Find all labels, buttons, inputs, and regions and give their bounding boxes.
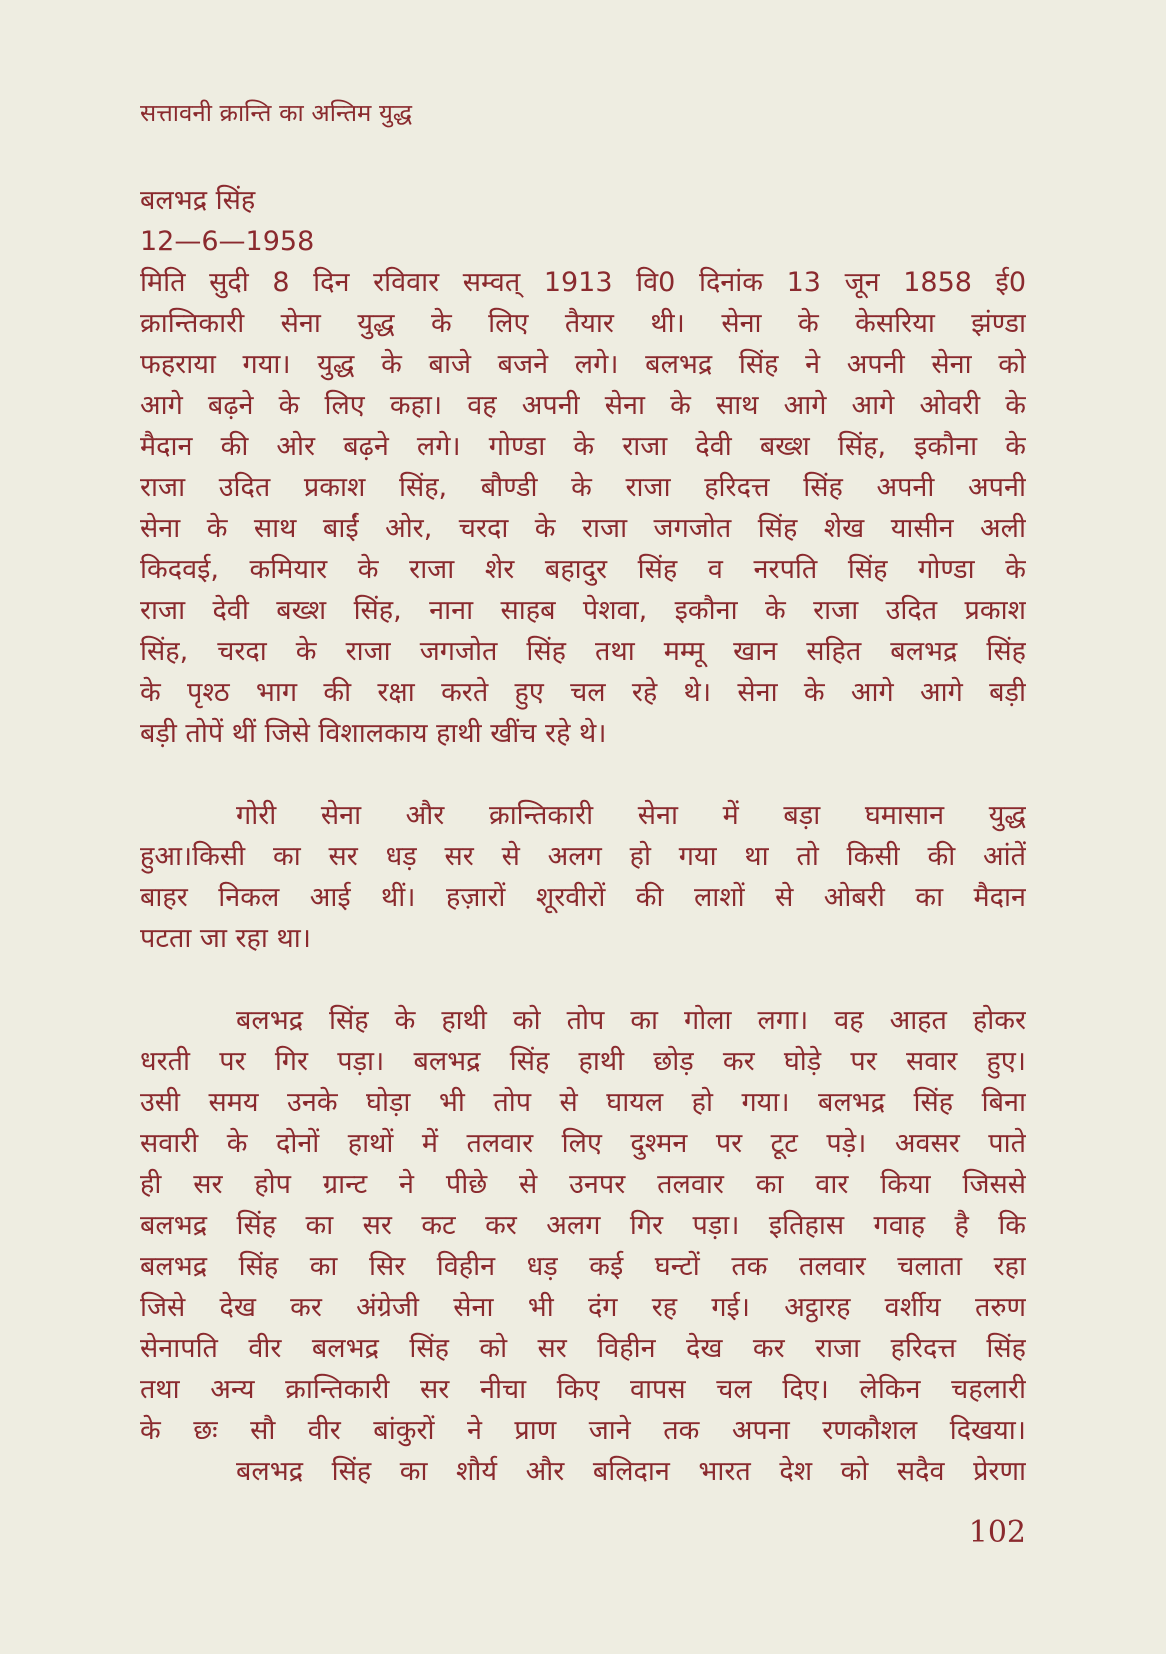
text-line: के पृश्ठ भाग की रक्षा करते हुए चल रहे थे। सेना के आगे आगे बड़ी xyxy=(140,677,1026,708)
text-line: राजा उदित प्रकाश सिंह, बौण्डी के राजा हरिदत्त सिंह अपनी अपनी xyxy=(140,472,1026,503)
text-line: मिति सुदी 8 दिन रविवार सम्वत् 1913 वि0 दिनांक 13 जून 1858 ई0 xyxy=(140,267,1026,298)
text-line: बलभद्र सिंह के हाथी को तोप का गोला लगा। वह आहत होकर xyxy=(236,1005,1026,1036)
body-text xyxy=(140,180,1026,1492)
text-line: बलभद्र सिंह का सर कट कर अलग गिर पड़ा। इतिहास गवाह है कि xyxy=(140,1210,1026,1241)
text-line: किदवई, कमियार के राजा शेर बहादुर सिंह व नरपति सिंह गोण्डा के xyxy=(140,554,1026,585)
text-line: पटता जा रहा था। xyxy=(140,923,311,954)
subject-name: बलभद्र सिंह xyxy=(140,185,256,216)
paragraph xyxy=(140,1000,1026,1492)
paragraph-spacer xyxy=(140,959,1026,1000)
text-line: क्रान्तिकारी सेना युद्ध के लिए तैयार थी। सेना के केसरिया झंण्डा xyxy=(140,308,1026,339)
date-line: 12—6—1958 xyxy=(140,226,315,257)
text-line: गोरी सेना और क्रान्तिकारी सेना में बड़ा घमासान युद्ध xyxy=(236,800,1026,831)
running-header: सत्तावनी क्रान्ति का अन्तिम युद्ध xyxy=(140,99,413,127)
text-line: उसी समय उनके घोड़ा भी तोप से घायल हो गया। बलभद्र सिंह बिना xyxy=(140,1087,1026,1118)
text-line: फहराया गया। युद्ध के बाजे बजने लगे। बलभद्र सिंह ने अपनी सेना को xyxy=(140,349,1026,380)
text-line: बड़ी तोपें थीं जिसे विशालकाय हाथी खींच रहे थे। xyxy=(140,718,607,749)
text-line: धरती पर गिर पड़ा। बलभद्र सिंह हाथी छोड़ कर घोड़े पर सवार हुए। xyxy=(140,1046,1026,1077)
text-line: सवारी के दोनों हाथों में तलवार लिए दुश्मन पर टूट पड़े। अवसर पाते xyxy=(140,1128,1026,1159)
text-line: हुआ।किसी का सर धड़ सर से अलग हो गया था तो किसी की आंतें xyxy=(140,841,1026,872)
text-line: बलभद्र सिंह का शौर्य और बलिदान भारत देश को सदैव प्रेरणा xyxy=(236,1456,1026,1487)
text-line: बलभद्र सिंह का सिर विहीन धड़ कई घन्टों तक तलवार चलाता रहा xyxy=(140,1251,1026,1282)
text-line: सेनापति वीर बलभद्र सिंह को सर विहीन देख कर राजा हरिदत्त सिंह xyxy=(140,1333,1026,1364)
text-line: आगे बढ़ने के लिए कहा। वह अपनी सेना के साथ आगे आगे ओवरी के xyxy=(140,390,1026,421)
text-line: मैदान की ओर बढ़ने लगे। गोण्डा के राजा देवी बख्श सिंह, इकौना के xyxy=(140,431,1026,462)
paragraph xyxy=(140,262,1026,754)
text-line: तथा अन्य क्रान्तिकारी सर नीचा किए वापस चल दिए। लेकिन चहलारी xyxy=(140,1374,1026,1405)
paragraph-spacer xyxy=(140,754,1026,795)
text-line: बाहर निकल आई थीं। हज़ारों शूरवीरों की लाशों से ओबरी का मैदान xyxy=(140,882,1026,913)
text-line: सेना के साथ बाईं ओर, चरदा के राजा जगजोत सिंह शेख यासीन अली xyxy=(140,513,1026,544)
text-line: राजा देवी बख्श सिंह, नाना साहब पेशवा, इकौना के राजा उदित प्रकाश xyxy=(140,595,1026,626)
paragraph xyxy=(140,795,1026,959)
page-number: 102 xyxy=(968,1515,1026,1550)
text-line: ही सर होप ग्रान्ट ने पीछे से उनपर तलवार का वार किया जिससे xyxy=(140,1169,1026,1200)
text-line: जिसे देख कर अंग्रेजी सेना भी दंग रह गई। अट्ठारह वर्शीय तरुण xyxy=(140,1292,1026,1323)
text-line: के छः सौ वीर बांकुरों ने प्राण जाने तक अपना रणकौशल दिखया। xyxy=(140,1415,1026,1446)
text-line: सिंह, चरदा के राजा जगजोत सिंह तथा मम्मू खान सहित बलभद्र सिंह xyxy=(140,636,1026,667)
